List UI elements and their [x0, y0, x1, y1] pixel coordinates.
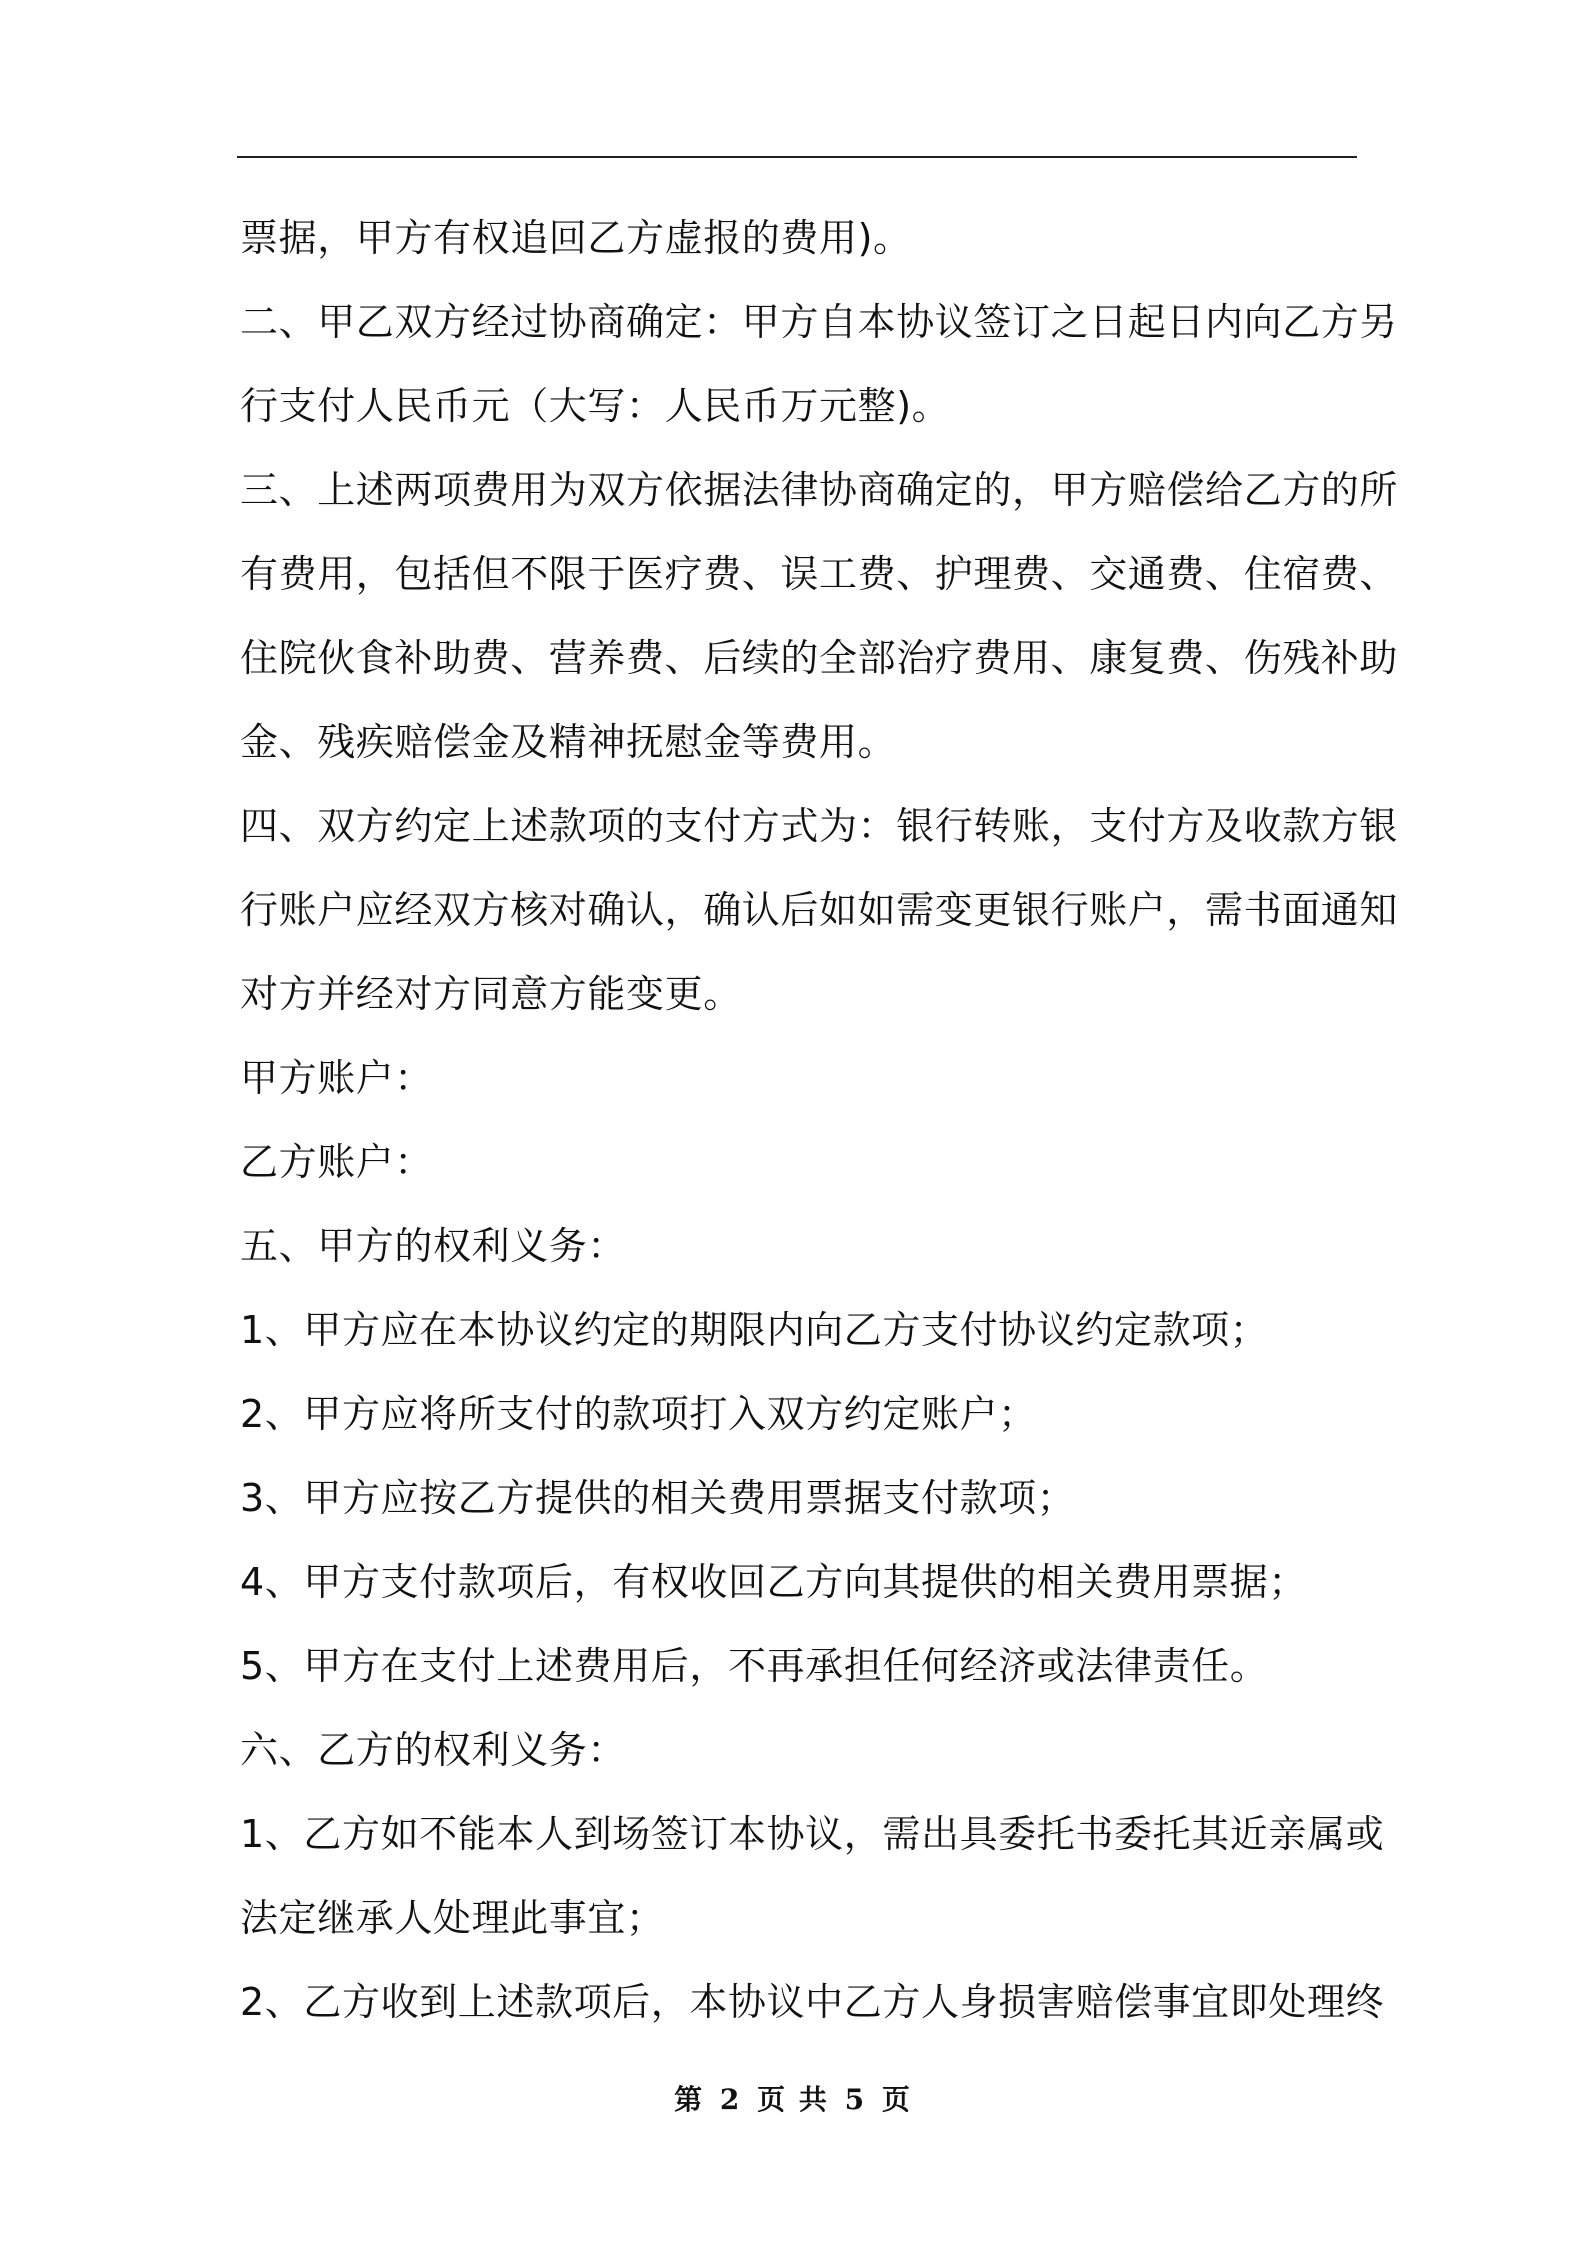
current-page-number: 2: [719, 2083, 742, 2116]
list-item: 1、乙方如不能本人到场签订本协议，需出具委托书委托其近亲属或: [240, 1812, 1385, 1856]
text-line: 法定继承人处理此事宜；: [240, 1896, 665, 1940]
total-pages-number: 5: [844, 2083, 867, 2116]
list-item: 1、甲方应在本协议约定的期限内向乙方支付协议约定款项；: [240, 1308, 1269, 1352]
header-rule: [237, 156, 1357, 158]
list-item: 5、甲方在支付上述费用后，不再承担任何经济或法律责任。: [240, 1644, 1269, 1688]
party-b-account-label: 乙方账户：: [240, 1140, 434, 1184]
text-line: 票据，甲方有权追回乙方虚报的费用)。: [240, 216, 912, 260]
section-heading: 五、甲方的权利义务：: [240, 1224, 627, 1268]
section-heading: 六、乙方的权利义务：: [240, 1728, 627, 1772]
list-item: 4、甲方支付款项后，有权收回乙方向其提供的相关费用票据；: [240, 1560, 1307, 1604]
page-number-footer: [0, 2078, 1586, 2118]
text-line: 有费用，包括但不限于医疗费、误工费、护理费、交通费、住宿费、: [240, 552, 1399, 596]
text-line: 行账户应经双方核对确认，确认后如如需变更银行账户，需书面通知: [240, 888, 1399, 932]
list-item: 2、乙方收到上述款项后，本协议中乙方人身损害赔偿事宜即处理终: [240, 1980, 1385, 2024]
page-label-mid: 页 共: [757, 2083, 829, 2116]
text-line: 金、残疾赔偿金及精神抚慰金等费用。: [240, 720, 897, 764]
text-line: 行支付人民币元（大写：人民币万元整)。: [240, 384, 951, 428]
list-item: 3、甲方应按乙方提供的相关费用票据支付款项；: [240, 1476, 1076, 1520]
text-line: 住院伙食补助费、营养费、后续的全部治疗费用、康复费、伤残补助: [240, 636, 1399, 680]
list-item: 2、甲方应将所支付的款项打入双方约定账户；: [240, 1392, 1037, 1436]
page-label-prefix: 第: [674, 2083, 705, 2116]
text-line: 对方并经对方同意方能变更。: [240, 972, 742, 1016]
page-label-suffix: 页: [881, 2083, 912, 2116]
party-a-account-label: 甲方账户：: [240, 1056, 434, 1100]
document-body: [240, 196, 1399, 2044]
text-line: 三、上述两项费用为双方依据法律协商确定的，甲方赔偿给乙方的所: [240, 468, 1399, 512]
text-line: 二、甲乙双方经过协商确定：甲方自本协议签订之日起日内向乙方另: [240, 300, 1399, 344]
text-line: 四、双方约定上述款项的支付方式为：银行转账，支付方及收款方银: [240, 804, 1399, 848]
